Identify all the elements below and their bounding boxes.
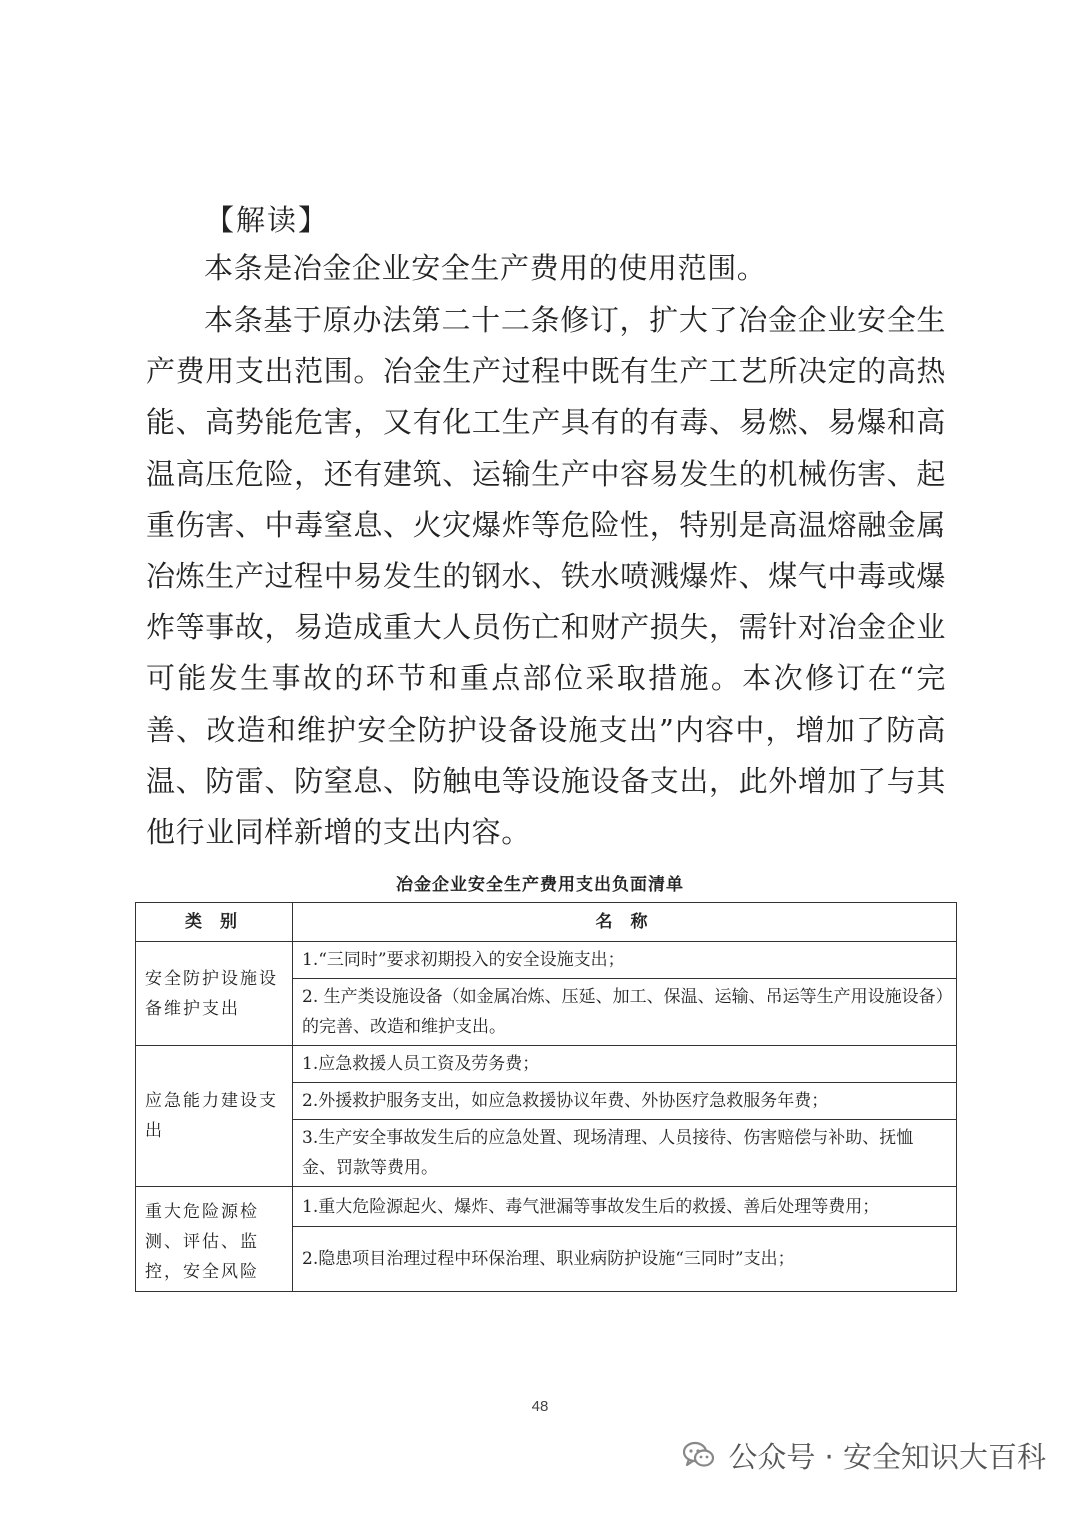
paragraph-detail: 本条基于原办法第二十二条修订，扩大了冶金企业安全生产费用支出范围。冶金生产过程中既有生产工艺所决定的高热能、高势能危害，又有化工生产具有的有毒、易燃、易爆和高温高压危险，还有建筑、运输生产中容易发生的机械伤害、起重伤害、中毒窒息、火灾爆炸等危险性，特别是高温熔融金属冶炼生产过程中易发生的钢水、铁水喷溅爆炸、煤气中毒或爆炸等事故，易造成重大人员伤亡和财产损失，需针对冶金企业可能发生事故的环节和重点部位采取措施。本次修订在“完善、改造和维护安全防护设备设施支出”内容中，增加了防高温、防雷、防窒息、防触电等设施设备支出，此外增加了与其他行业同样新增的支出内容。	[146, 303, 946, 850]
table-row	[136, 942, 957, 979]
paragraph-summary: 本条是冶金企业安全生产费用的使用范围。	[204, 251, 767, 285]
negative-list-table	[135, 902, 957, 1292]
category-cell: 应急能力建设支出	[136, 1046, 293, 1187]
item-cell: 1.“三同时”要求初期投入的安全设施支出；	[293, 942, 957, 979]
section-heading: 【解读】	[205, 203, 330, 237]
item-cell: 2.外援救护服务支出，如应急救援协议年费、外协医疗急救服务年费；	[293, 1083, 957, 1120]
table-caption: 冶金企业安全生产费用支出负面清单	[396, 875, 684, 895]
item-cell: 1.重大危险源起火、爆炸、毒气泄漏等事故发生后的救援、善后处理等费用；	[293, 1187, 957, 1227]
table-row	[136, 1187, 957, 1227]
item-cell: 2.隐患项目治理过程中环保治理、职业病防护设施“三同时”支出；	[293, 1227, 957, 1292]
watermark-text: 公众号 · 安全知识大百科	[728, 1439, 1046, 1474]
header-name: 名 称	[293, 903, 957, 942]
watermark	[682, 1433, 1046, 1477]
page-number: 48	[531, 1398, 549, 1415]
item-cell: 1.应急救援人员工资及劳务费；	[293, 1046, 957, 1083]
wechat-icon	[682, 1438, 716, 1472]
table-header-row	[136, 903, 957, 942]
item-cell: 2. 生产类设施设备（如金属冶炼、压延、加工、保温、运输、吊运等生产用设施设备）的完善、改造和维护支出。	[293, 979, 957, 1046]
table-row	[136, 1046, 957, 1083]
header-category: 类 别	[136, 903, 293, 942]
item-cell: 3.生产安全事故发生后的应急处置、现场清理、人员接待、伤害赔偿与补助、抚恤金、罚款等费用。	[293, 1120, 957, 1187]
category-cell: 安全防护设施设备维护支出	[136, 942, 293, 1046]
category-cell: 重大危险源检测、评估、监控，安全风险	[136, 1187, 293, 1292]
